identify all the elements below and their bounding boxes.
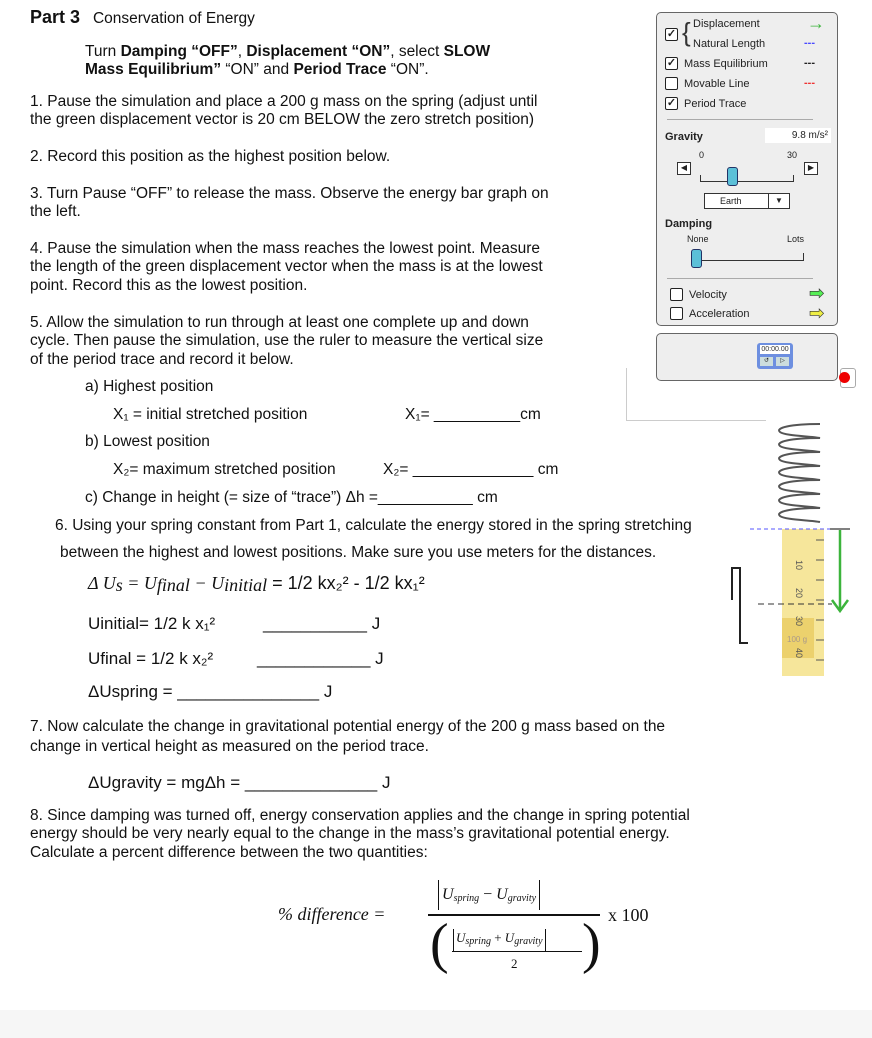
- step-5-cont: of the period trace and record it below.: [30, 351, 294, 368]
- step-1-cont: the green displacement vector is 20 cm BELOW the zero stretch position): [30, 111, 534, 128]
- movable-line-checkbox[interactable]: [665, 77, 678, 90]
- velocity-label: Velocity: [689, 289, 727, 301]
- item-a: a) Highest position: [85, 378, 214, 395]
- step-3-cont: the left.: [30, 203, 81, 220]
- stopwatch-time: 00:00.00: [761, 346, 789, 353]
- period-trace-checkbox[interactable]: ✓: [666, 97, 677, 109]
- x2-label: X₂= maximum stretched position: [113, 461, 336, 478]
- formula-denominator-sum: $U_{spring} + U_{gravity}$: [453, 929, 546, 951]
- gravity-increase-button[interactable]: ▶: [804, 162, 818, 175]
- period-trace: [732, 568, 748, 643]
- formula-numerator: $U_{spring} - U_{gravity}$: [438, 880, 540, 910]
- step-4-cont: point. Record this as the lowest position.: [30, 277, 308, 294]
- acceleration-checkbox[interactable]: [670, 307, 683, 320]
- left-paren: (: [430, 913, 449, 975]
- delta-u-spring: ΔUspring = _______________ J: [88, 682, 333, 701]
- step-4-cont: the length of the green displacement vector when the mass is at the lowest: [30, 258, 543, 275]
- black-dash-icon: ---: [804, 57, 815, 69]
- sim-control-panel: [656, 12, 838, 326]
- acceleration-label: Acceleration: [689, 308, 750, 320]
- stopwatch[interactable]: [757, 343, 793, 369]
- red-dash-icon: ---: [804, 77, 815, 89]
- denominator-two: 2: [511, 956, 518, 971]
- mass-equilibrium-label: Mass Equilibrium: [684, 58, 768, 70]
- movable-line-label: Movable Line: [684, 78, 750, 90]
- gravity-label: Gravity: [665, 131, 703, 143]
- inner-fraction-bar: [452, 951, 582, 952]
- intro-line-2: Mass Equilibrium” “ON” and Period Trace “ON”.: [85, 61, 429, 78]
- ruler-tick-40: 40: [794, 647, 805, 659]
- displacement-checkbox[interactable]: ✓: [666, 28, 677, 40]
- x1-label: X₁ = initial stretched position: [113, 406, 308, 423]
- step-7-cont: change in vertical height as measured on the period trace.: [30, 738, 429, 755]
- reset-icon[interactable]: ↺: [760, 357, 773, 366]
- step-5: 5. Allow the simulation to run through at least one complete up and down: [30, 314, 529, 331]
- gravity-slider-thumb[interactable]: [727, 167, 738, 186]
- ruler-tick-20: 20: [794, 587, 805, 599]
- u-initial: Uinitial= 1/2 k x₁²: [88, 614, 216, 633]
- mass-equilibrium-checkbox[interactable]: ✓: [666, 57, 677, 69]
- damping-slider-thumb[interactable]: [691, 249, 702, 268]
- natural-length-label: Natural Length: [693, 38, 766, 50]
- page-footer-bar: [0, 1010, 872, 1038]
- spring-energy-equation: Δ Us = Ufinal − Uinitial = 1/2 kx₂² - 1/2 kx₁²: [88, 573, 425, 595]
- velocity-checkbox[interactable]: [670, 288, 683, 301]
- u-final-blank: ____________ J: [257, 649, 384, 668]
- acceleration-arrow-icon: ➡: [809, 303, 825, 323]
- step-2: 2. Record this position as the highest position below.: [30, 148, 391, 165]
- play-icon[interactable]: ▷: [776, 357, 789, 366]
- step-6: 6. Using your spring constant from Part 1, calculate the energy stored in the spring stretching: [55, 517, 692, 534]
- item-b: b) Lowest position: [85, 433, 210, 450]
- x1-blank: X₁= __________cm: [405, 406, 541, 423]
- u-initial-blank: ___________ J: [263, 614, 381, 633]
- gravity-min: 0: [699, 150, 705, 160]
- period-trace-label: Period Trace: [684, 98, 747, 110]
- planet-select[interactable]: Earth ▼: [704, 193, 790, 209]
- displacement-label: Displacement: [693, 18, 760, 30]
- ruler-tick-10: 10: [794, 559, 805, 571]
- times-100: x 100: [608, 905, 649, 925]
- chevron-down-icon: ▼: [768, 194, 789, 208]
- gravity-decrease-button[interactable]: ◀: [677, 162, 691, 175]
- brace-icon: {: [682, 17, 691, 47]
- ruler-tick-30: 30: [794, 615, 805, 627]
- trace-box-edge: [626, 368, 627, 420]
- step-8-cont: Calculate a percent difference between the two quantities:: [30, 844, 428, 861]
- damping-min: None: [687, 234, 709, 244]
- fraction-bar: [428, 914, 600, 916]
- timer-panel: [656, 333, 838, 381]
- step-8-cont: energy should be very nearly equal to the change in the mass’s gravitational potential energy.: [30, 825, 670, 842]
- x2-blank: X₂= ______________ cm: [383, 461, 559, 478]
- spring-coil: [779, 424, 820, 522]
- step-8: 8. Since damping was turned off, energy conservation applies and the change in spring potential: [30, 807, 690, 824]
- percent-difference-label: % difference =: [278, 904, 386, 924]
- damping-max: Lots: [787, 234, 805, 244]
- delta-u-gravity: ΔUgravity = mgΔh = ______________ J: [88, 773, 391, 792]
- damping-label: Damping: [665, 218, 713, 230]
- step-6-cont: between the highest and lowest positions. Make sure you use meters for the distances.: [60, 544, 657, 561]
- gravity-slider-track[interactable]: [700, 175, 794, 182]
- step-4: 4. Pause the simulation when the mass reaches the lowest point. Measure: [30, 240, 541, 257]
- step-1: 1. Pause the simulation and place a 200 g mass on the spring (adjust until: [30, 93, 538, 110]
- u-final: Ufinal = 1/2 k x₂²: [88, 649, 214, 668]
- gravity-value: 9.8 m/s²: [765, 128, 831, 143]
- step-7: 7. Now calculate the change in gravitational potential energy of the 200 g mass based on the: [30, 718, 666, 735]
- gravity-max: 30: [787, 150, 798, 160]
- record-button[interactable]: [840, 368, 856, 388]
- step-3: 3. Turn Pause “OFF” to release the mass. Observe the energy bar graph on: [30, 185, 549, 202]
- damping-slider-track[interactable]: [699, 253, 804, 261]
- green-arrow-icon: →: [807, 13, 825, 33]
- right-paren: ): [582, 913, 601, 975]
- step-5-cont: cycle. Then pause the simulation, use the ruler to measure the vertical size: [30, 332, 544, 349]
- velocity-arrow-icon: ➡: [809, 283, 825, 303]
- mass-label: 100 g: [787, 635, 808, 644]
- blue-dash-icon: ---: [804, 37, 815, 49]
- part-heading: Part 3 Conservation of Energy: [30, 7, 255, 27]
- item-c: c) Change in height (= size of “trace”) Δh =___________ cm: [85, 489, 498, 506]
- intro-line-1: Turn Damping “OFF”, Displacement “ON”, select SLOW: [85, 43, 491, 60]
